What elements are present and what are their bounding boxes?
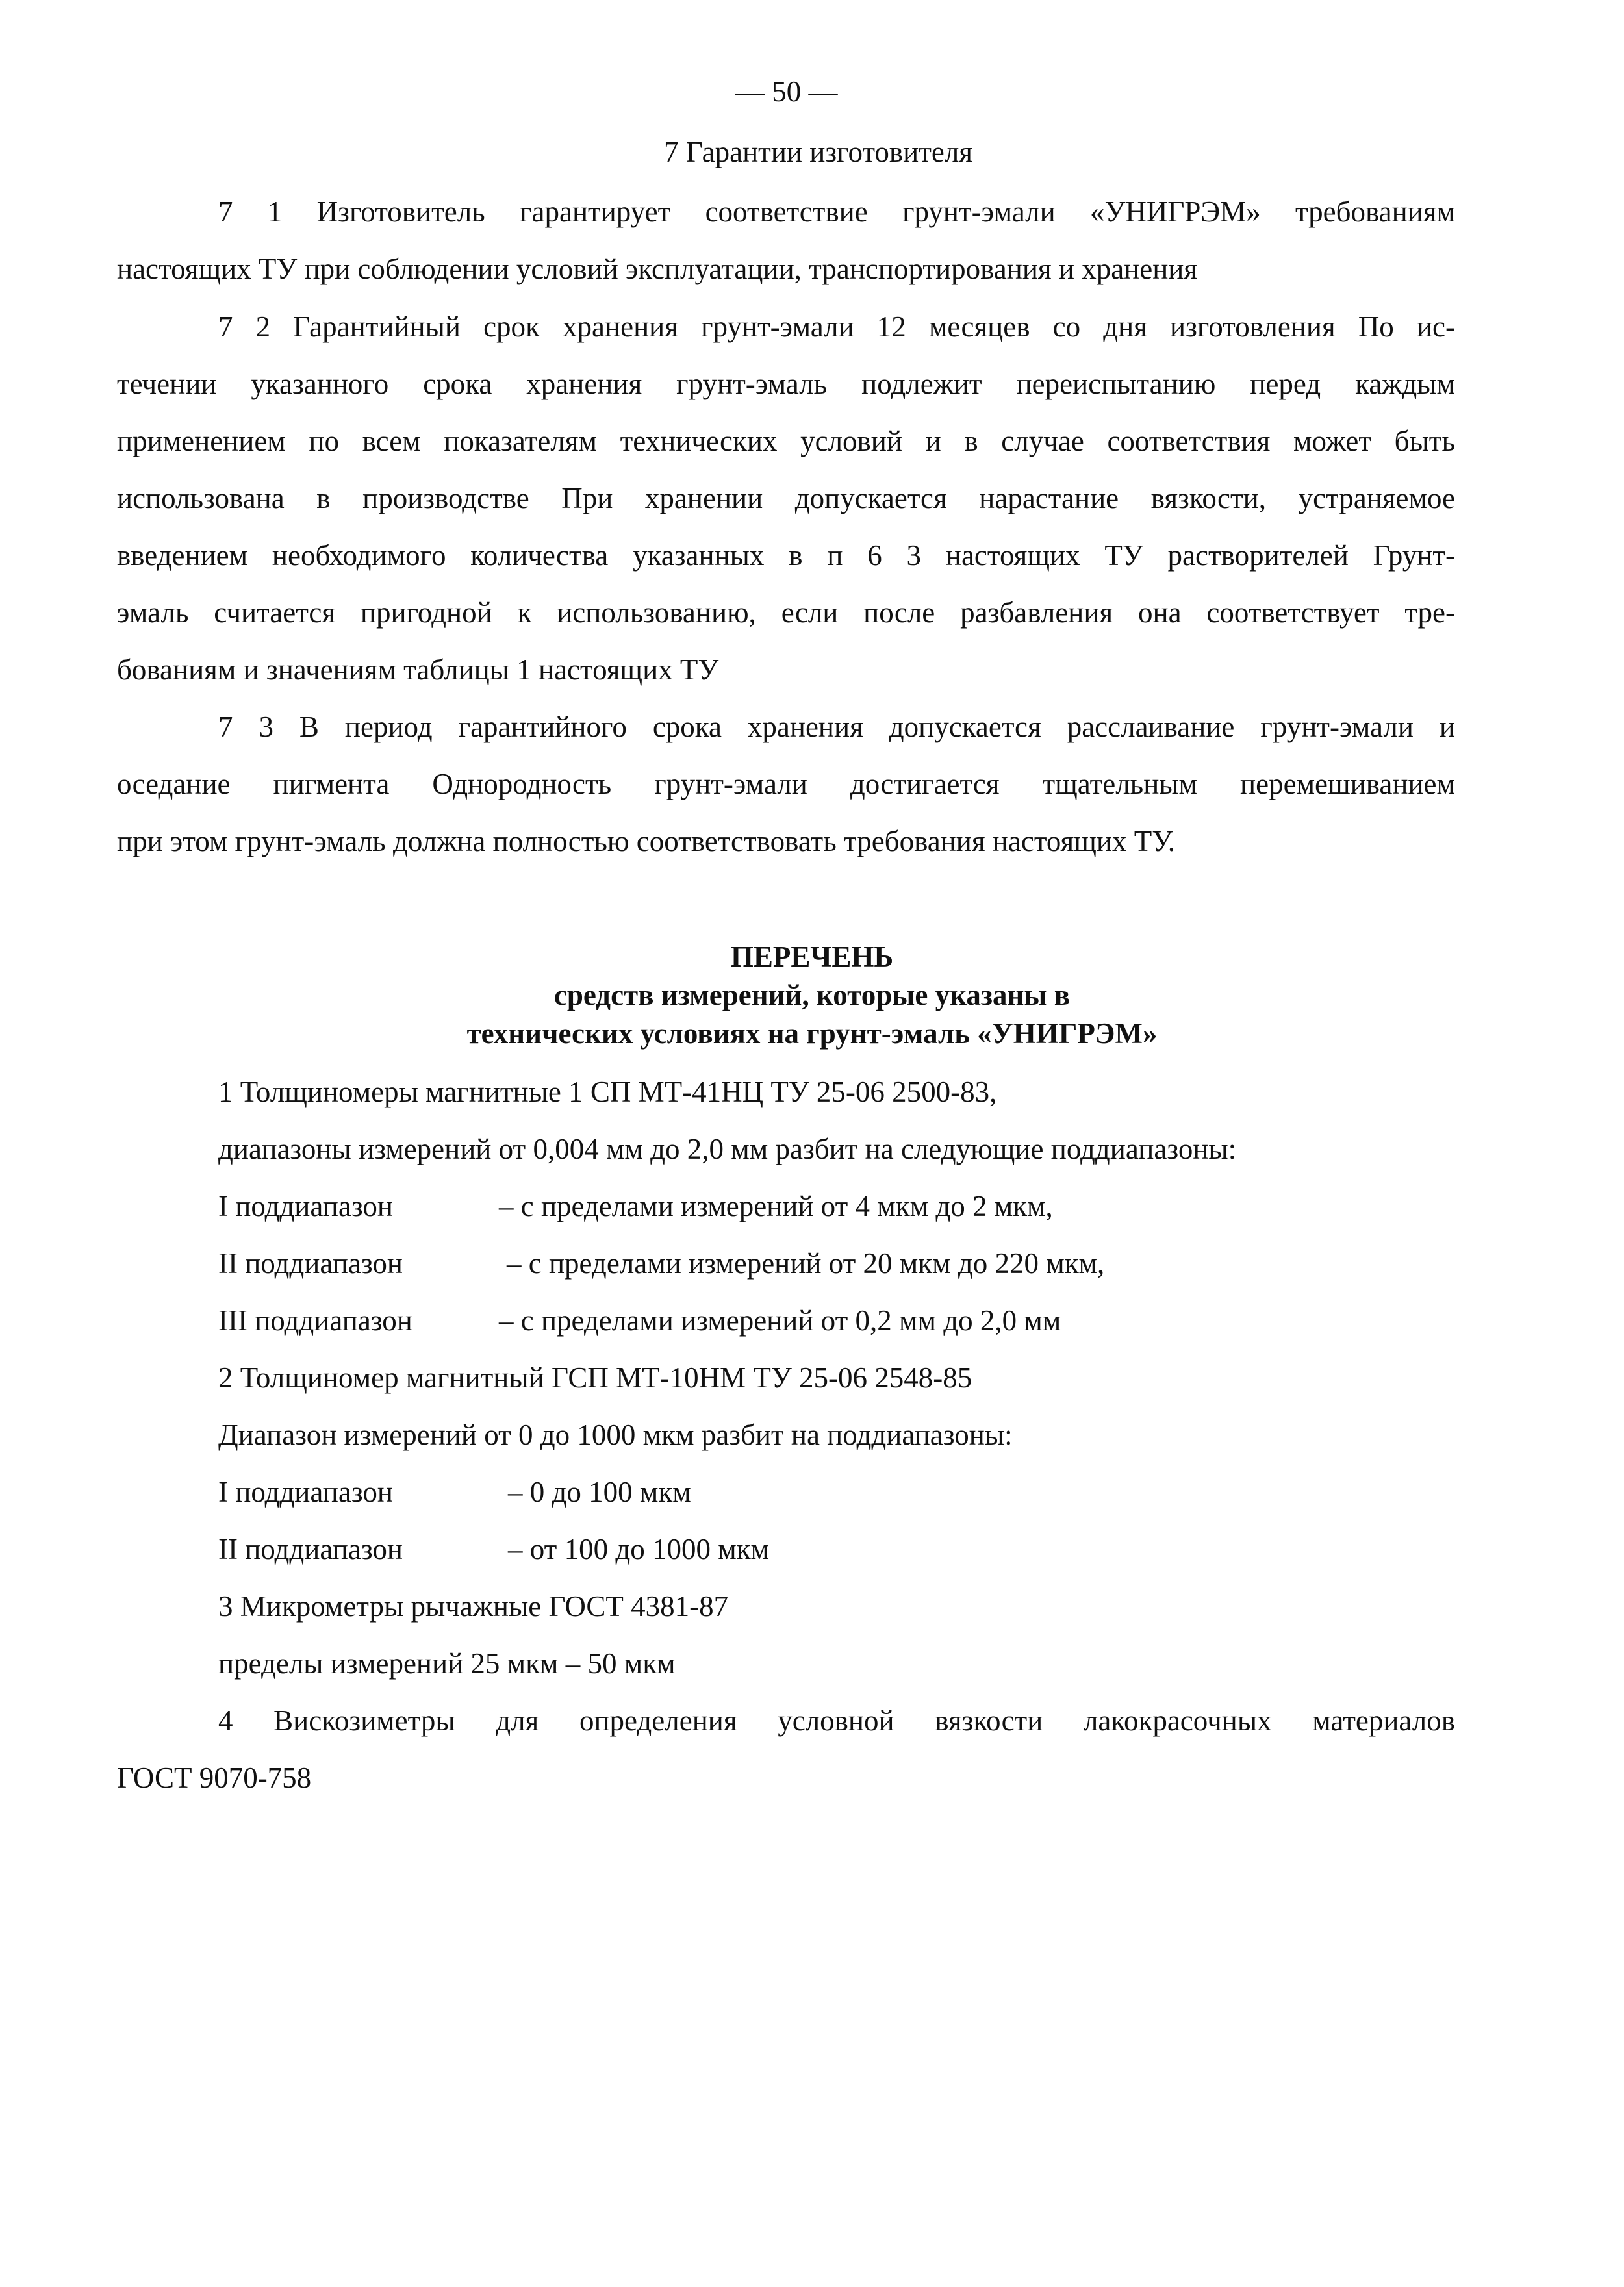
subrange-desc: – с пределами измерений от 4 мкм до 2 мкм,: [499, 1190, 1053, 1222]
subrange-desc: – с пределами измерений от 20 мкм до 220 мкм,: [507, 1247, 1105, 1280]
paragraph-7-3-line: оседание пигмента Однородность грунт-эмали достигается тщательным перемешиванием: [117, 768, 1455, 800]
list-subtitle: средств измерений, которые указаны в: [553, 979, 1071, 1011]
paragraph-7-2-line: введением необходимого количества указанных в п 6 3 настоящих ТУ растворителей Грунт-: [117, 539, 1455, 572]
paragraph-7-1-line: 7 1 Изготовитель гарантирует соответствие грунт-эмали «УНИГРЭМ» требованиям: [218, 196, 1455, 228]
section-heading: 7 Гарантии изготовителя: [664, 136, 973, 168]
paragraph-7-3-line: 7 3 В период гарантийного срока хранения допускается расслаивание грунт-эмали и: [218, 711, 1455, 743]
subrange-label: III поддиапазон: [218, 1304, 412, 1337]
instrument-4-line: 4 Вискозиметры для определения условной вязкости лакокрасочных материалов: [218, 1704, 1455, 1737]
instrument-2-title: 2 Толщиномер магнитный ГСП МТ-10НМ ТУ 25-06 2548-85: [218, 1361, 972, 1394]
instrument-4-line: ГОСТ 9070-758: [117, 1762, 312, 1794]
paragraph-7-3-line: при этом грунт-эмаль должна полностью соответствовать требования настоящих ТУ.: [117, 825, 1175, 857]
subrange-label: II поддиапазон: [218, 1247, 403, 1280]
list-title: ПЕРЕЧЕНЬ: [730, 941, 894, 973]
paragraph-7-2-line: использована в производстве При хранении допускается нарастание вязкости, устраняемое: [117, 482, 1455, 514]
page-number: — 50 —: [735, 75, 838, 108]
subrange-desc: – от 100 до 1000 мкм: [508, 1533, 770, 1565]
subrange-label: I поддиапазон: [218, 1190, 393, 1222]
instrument-1-range: диапазоны измерений от 0,004 мм до 2,0 мм разбит на следующие поддиапазоны:: [218, 1133, 1237, 1165]
paragraph-7-1-line: настоящих ТУ при соблюдении условий эксплуатации, транспортирования и хранения: [117, 253, 1198, 285]
list-subtitle: технических условиях на грунт-эмаль «УНИГРЭМ»: [466, 1017, 1158, 1050]
subrange-desc: – 0 до 100 мкм: [508, 1476, 691, 1508]
subrange-label: II поддиапазон: [218, 1533, 403, 1565]
subrange-desc: – с пределами измерений от 0,2 мм до 2,0 мм: [499, 1304, 1061, 1337]
paragraph-7-2-line: применением по всем показателям технических условий и в случае соответствия может быть: [117, 425, 1455, 457]
subrange-label: I поддиапазон: [218, 1476, 393, 1508]
instrument-2-range: Диапазон измерений от 0 до 1000 мкм разбит на поддиапазоны:: [218, 1419, 1013, 1451]
paragraph-7-2-line: 7 2 Гарантийный срок хранения грунт-эмали 12 месяцев со дня изготовления По ис-: [218, 310, 1455, 343]
instrument-3-range: пределы измерений 25 мкм – 50 мкм: [218, 1647, 676, 1680]
instrument-3-title: 3 Микрометры рычажные ГОСТ 4381-87: [218, 1590, 729, 1623]
paragraph-7-2-line: эмаль считается пригодной к использованию, если после разбавления она соответствует тре-: [117, 596, 1455, 629]
paragraph-7-2-line: течении указанного срока хранения грунт-эмаль подлежит переиспытанию перед каждым: [117, 368, 1455, 400]
instrument-1-title: 1 Толщиномеры магнитные 1 СП МТ-41НЦ ТУ 25-06 2500-83,: [218, 1076, 997, 1108]
paragraph-7-2-line: бованиям и значениям таблицы 1 настоящих ТУ: [117, 653, 719, 686]
